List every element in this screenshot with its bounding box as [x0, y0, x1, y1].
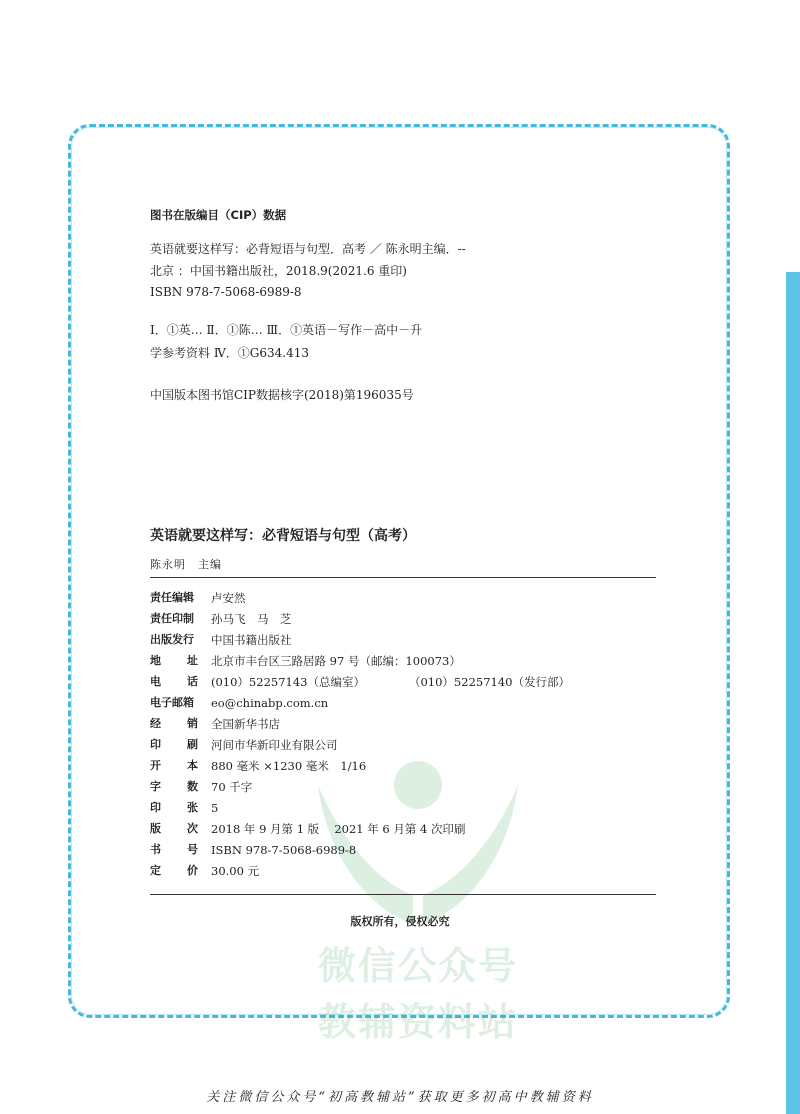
phone-editorial: (010）52257143（总编室）: [211, 675, 365, 689]
info-value: 卢安然: [211, 591, 246, 605]
phone-distribution: （010）52257140（发行部）: [408, 675, 570, 689]
book-title: 英语就要这样写：必背短语与句型（高考）: [150, 528, 416, 544]
top-rule: [150, 577, 656, 578]
cip-line-2: 北京 ：中国书籍出版社，2018.9(2021.6 重印): [150, 264, 407, 278]
info-value: 70 千字: [211, 780, 253, 794]
info-label: 出版发行: [150, 633, 194, 646]
info-value: 中国书籍出版社: [211, 633, 292, 647]
info-value: 5: [211, 801, 219, 815]
watermark-text-line1: 微信公众号: [317, 944, 518, 988]
right-edge-strip: [786, 0, 800, 1114]
cip-line-5: 学参考资料 Ⅳ．①G634.413: [150, 346, 310, 360]
info-label: 开 本: [150, 759, 198, 772]
right-edge-color-band: [786, 272, 800, 1114]
info-label: 责任印制: [150, 612, 194, 625]
info-value: ISBN 978-7-5068-6989-8: [211, 843, 357, 857]
cip-heading: 图书在版编目（CIP）数据: [150, 208, 287, 222]
book-editor: 陈永明 主编: [150, 558, 222, 571]
info-label: 版 次: [150, 822, 198, 835]
bottom-rule: [150, 894, 656, 895]
info-label: 印 刷: [150, 738, 198, 751]
cip-line-1: 英语就要这样写：必背短语与句型．高考 ／ 陈永明主编．--: [150, 242, 466, 256]
info-label: 书 号: [150, 843, 198, 856]
info-label: 地 址: [150, 654, 198, 667]
info-label: 印 张: [150, 801, 198, 814]
cip-line-3: ISBN 978-7-5068-6989-8: [150, 285, 302, 299]
info-value: 30.00 元: [211, 864, 260, 878]
info-label: 定 价: [150, 864, 198, 877]
footer-promo-text: 关注微信公众号“初高教辅站”获取更多初高中教辅资料: [206, 1090, 594, 1105]
watermark-text-line2: 教辅资料站: [317, 1000, 518, 1044]
copyright-notice: 版权所有，侵权必究: [350, 915, 450, 928]
info-label: 责任编辑: [150, 591, 194, 604]
info-value: eo@chinabp.com.cn: [211, 696, 329, 710]
info-label: 电 话: [150, 675, 198, 688]
info-label: 电子邮箱: [150, 696, 194, 709]
info-value: 河间市华新印业有限公司: [211, 738, 338, 752]
info-label: 字 数: [150, 780, 198, 793]
info-label: 经 销: [150, 717, 198, 730]
cip-line-6: 中国版本图书馆CIP数据核字(2018)第196035号: [150, 388, 414, 402]
info-value: 北京市丰台区三路居路 97 号（邮编：100073）: [211, 654, 461, 668]
info-value: 孙马飞 马 芝: [211, 612, 292, 626]
info-value: 全国新华书店: [211, 717, 280, 731]
info-value: 2018 年 9 月第 1 版 2021 年 6 月第 4 次印刷: [211, 822, 466, 836]
cip-line-4: Ⅰ．①英… Ⅱ．①陈… Ⅲ．①英语－写作－高中－升: [150, 323, 423, 337]
info-value: [211, 673, 570, 691]
watermark-logo: [288, 745, 548, 1044]
info-value: 880 毫米 ×1230 毫米 1/16: [211, 759, 367, 773]
